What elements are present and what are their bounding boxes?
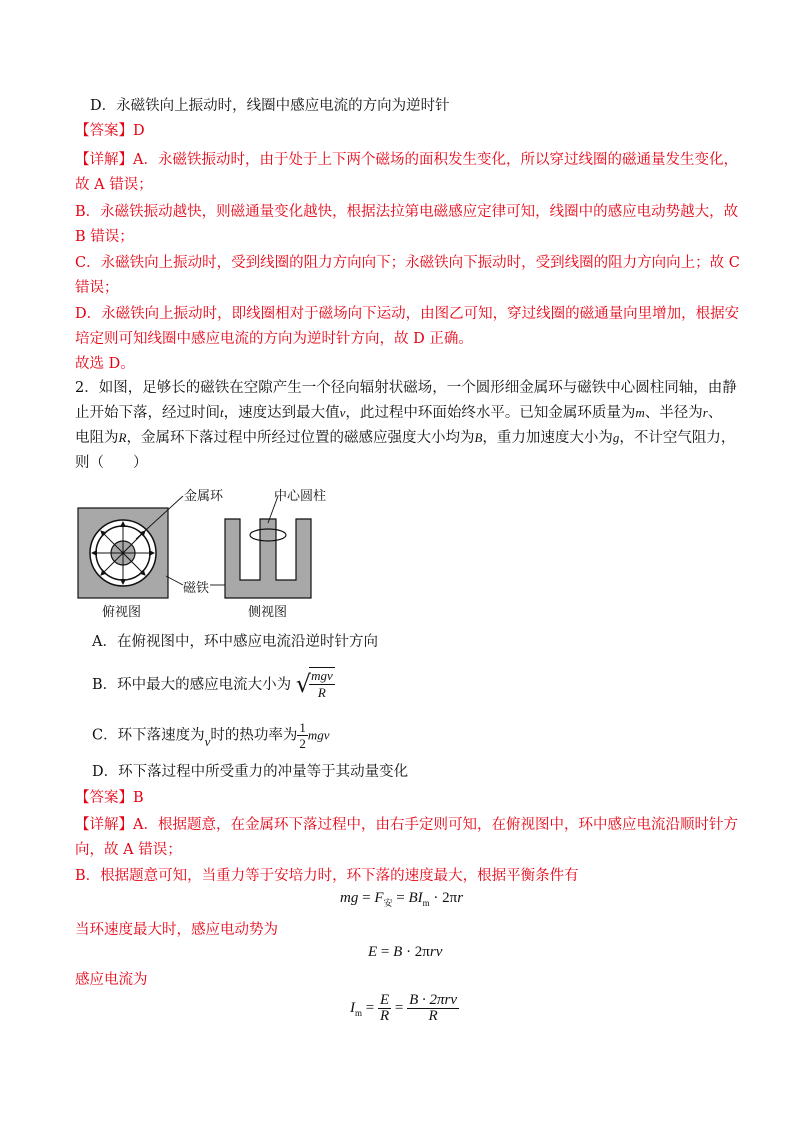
q2-stem-text: ，重力加速度大小为	[482, 430, 613, 446]
eq3-equals-2: =	[391, 999, 408, 1016]
side-view-diagram	[225, 519, 311, 598]
var-m: m	[635, 405, 645, 420]
q1-detail-c-2: 错误；	[75, 280, 119, 296]
equation-emf	[368, 944, 442, 961]
q2-detail-b-1: B．根据题意可知，当重力等于安培力时，环下落的速度最大，根据平衡条件有	[75, 868, 579, 884]
q1-detail-a-2: 故 A 错误；	[75, 177, 153, 193]
q2-text-current: 感应电流为	[75, 972, 148, 988]
q1-conclusion: 故选 D。	[75, 356, 135, 372]
eq2-dot: · 2π	[402, 944, 430, 960]
eq2-rv: rv	[429, 944, 443, 960]
eq3-frac1-den: R	[379, 1008, 390, 1024]
label-center-column: 中心圆柱	[274, 489, 327, 504]
q2-stem-line3	[75, 428, 735, 448]
eq2-lhs: E	[368, 944, 378, 960]
q2-stem-text: 电阻为	[75, 430, 119, 446]
q2-answer-value: B	[133, 790, 144, 806]
q2-detail-a-text: A．根据题意，在金属环下落过程中，由右手定则可知，在俯视图中，环中感应电流沿顺时针方	[133, 817, 738, 833]
q2-stem-text: 、	[707, 405, 723, 421]
option-c-expression: mgv	[307, 727, 330, 743]
magnet-figure	[70, 482, 370, 622]
q2-option-b	[92, 668, 752, 702]
q2-stem-text: ，速度达到最大值	[223, 405, 340, 421]
q2-option-d: D．环下落过程中所受重力的冲量等于其动量变化	[92, 764, 409, 780]
q1-answer	[75, 121, 735, 141]
q1-detail-a-text: A．永磁铁振动时，由于处于上下两个磁场的面积发生变化，所以穿过线圈的磁通量发生变化，	[133, 152, 738, 168]
eq1-I-sub: m	[422, 898, 430, 908]
q2-answer	[75, 788, 735, 808]
var-v: v	[204, 733, 211, 749]
eq3-I: I	[350, 999, 355, 1016]
q2-stem-text: ，不计空气阻力，	[619, 430, 736, 446]
eq2-B: B	[393, 944, 403, 960]
eq3-equals: =	[362, 999, 378, 1016]
var-v: v	[339, 405, 346, 420]
var-r: r	[702, 405, 708, 420]
magnet-side	[225, 519, 311, 598]
q2-stem-text: 、半径为	[644, 405, 703, 421]
q2-option-b-text: B．环中最大的感应电流大小为	[92, 677, 292, 693]
eq1-r: r	[457, 890, 464, 906]
sqrt-expression: √ $\frac{\text{mgv}}{R}$	[295, 668, 333, 700]
q2-option-a: A．在俯视图中，环中感应电流沿逆时针方向	[92, 634, 378, 650]
var-R: R	[118, 430, 127, 445]
label-magnet: 磁铁	[183, 581, 210, 596]
q2-stem-line1: 2．如图，足够长的磁铁在空隙产生一个径向辐射状磁场，一个圆形细金属环与磁铁中心圆柱同轴，由静	[75, 380, 737, 396]
label-metal-ring: 金属环	[184, 489, 224, 504]
eq3-frac1-num: E	[379, 992, 390, 1008]
equation-current	[350, 993, 459, 1024]
option-b-numerator: mgv	[311, 668, 333, 683]
q2-stem-line2	[75, 403, 735, 423]
q1-detail-b-1: B．永磁铁振动越快，则磁通量变化越快，根据法拉第电磁感应定律可知，线圈中的感应电动势越大，故	[75, 204, 739, 220]
q2-detail-a-2: 向，故 A 错误；	[75, 842, 182, 858]
q2-stem-text: ，金属环下落过程中所经过位置的磁感应强度大小均为	[126, 430, 475, 446]
q1-detail-d-2: 培定则可知线圈中感应电流的方向为逆时针方向，故 D 正确。	[75, 331, 473, 347]
q1-detail-a-1	[75, 150, 738, 170]
q1-answer-tag: 【答案】	[75, 123, 133, 139]
q2-option-c	[92, 720, 752, 751]
q2-detail-a-1	[75, 815, 738, 835]
q1-answer-value: D	[133, 123, 145, 139]
q2-answer-tag: 【答案】	[75, 790, 133, 806]
caption-side-view: 侧视图	[248, 605, 288, 620]
eq1-force: F	[374, 890, 384, 906]
option-b-denominator: R	[317, 685, 326, 700]
eq3-frac2-den: R	[428, 1008, 438, 1024]
q1-detail-tag: 【详解】	[75, 152, 133, 168]
q2-stem-line4: 则（ ）	[75, 455, 148, 471]
eq1-lhs: mg	[340, 890, 359, 906]
caption-top-view: 俯视图	[102, 605, 142, 620]
var-g: g	[612, 430, 620, 445]
equation-force-balance	[340, 890, 463, 909]
q1-detail-b-2: B 错误；	[75, 229, 134, 245]
eq1-equals: =	[358, 890, 375, 906]
var-t: t	[220, 405, 224, 420]
q2-option-c-text: 时的热功率为	[210, 727, 298, 744]
eq3-frac2-num: B · 2πrv	[409, 992, 458, 1008]
eq1-BI: BI	[408, 890, 423, 906]
eq2-equals: =	[377, 944, 394, 960]
option-c-numerator: 1	[299, 720, 306, 735]
q1-detail-c-1: C．永磁铁向上振动时，受到线圈的阻力方向向下；永磁铁向下振动时，受到线圈的阻力方向向上；故 C	[75, 255, 740, 271]
eq3-I-sub: m	[355, 1007, 363, 1018]
eq1-force-sub: 安	[383, 898, 393, 908]
eq1-dot: · 2π	[429, 890, 458, 906]
q2-text-emf: 当环速度最大时，感应电动势为	[75, 922, 278, 938]
q2-option-c-text: C．环下落速度为	[92, 727, 205, 744]
q2-stem-text: ，此过程中环面始终水平。已知金属环质量为	[345, 405, 636, 421]
q1-detail-d-1: D．永磁铁向上振动时，即线圈相对于磁场向下运动，由图乙可知，穿过线圈的磁通量向里增加，根据安	[75, 306, 740, 322]
var-B: B	[474, 430, 483, 445]
eq1-equals-2: =	[392, 890, 409, 906]
q1-option-d: D．永磁铁向上振动时，线圈中感应电流的方向为逆时针	[90, 98, 450, 114]
q2-detail-tag: 【详解】	[75, 817, 133, 833]
q2-stem-text: 止开始下落，经过时间	[75, 405, 220, 421]
option-c-denominator: 2	[299, 736, 306, 751]
